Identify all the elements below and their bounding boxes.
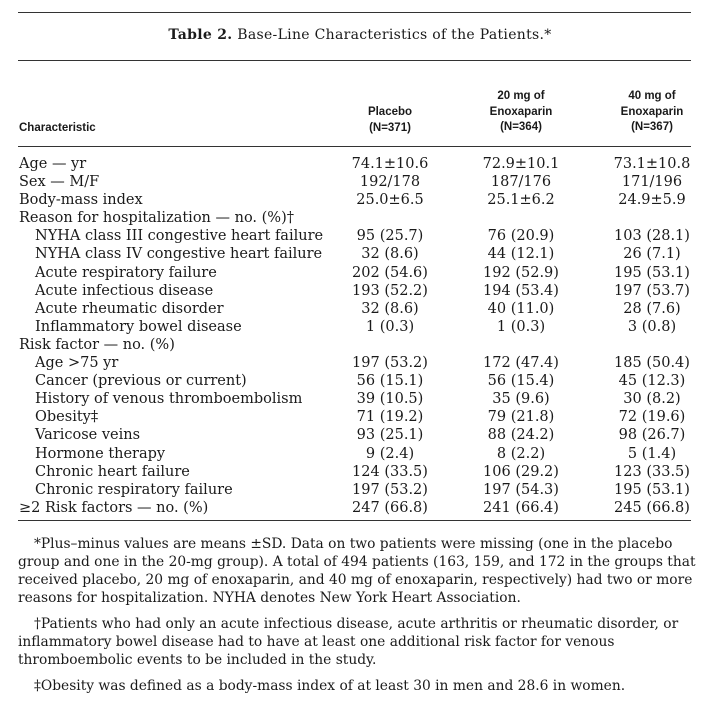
top-rule xyxy=(18,12,691,13)
column-header-line: (N=371) xyxy=(369,121,411,134)
cell-placebo: 1 (0.3) xyxy=(365,318,415,335)
cell-placebo: 202 (54.6) xyxy=(352,264,428,281)
table-body xyxy=(0,155,720,517)
cell-enoxaparin-20mg: 1 (0.3) xyxy=(496,318,546,335)
cell-enoxaparin-40mg: 26 (7.1) xyxy=(623,246,681,263)
column-header-line: (N=367) xyxy=(631,121,673,133)
cell-enoxaparin-20mg: 25.1±6.2 xyxy=(487,192,555,209)
cell-enoxaparin-40mg: 195 (53.1) xyxy=(614,481,690,498)
row-label: Cancer (previous or current) xyxy=(35,373,247,390)
table-title-text: Base-Line Characteristics of the Patients.* xyxy=(237,27,552,43)
cell-enoxaparin-40mg: 45 (12.3) xyxy=(618,373,686,390)
cell-placebo: 32 (8.6) xyxy=(361,300,419,317)
row-label: Acute respiratory failure xyxy=(35,264,217,281)
cell-enoxaparin-20mg: 197 (54.3) xyxy=(483,481,559,498)
table-row xyxy=(0,481,720,499)
row-label: NYHA class IV congestive heart failure xyxy=(35,246,323,263)
table-row xyxy=(0,354,720,372)
cell-placebo: 192/178 xyxy=(359,174,421,191)
table-row xyxy=(0,300,720,318)
cell-enoxaparin-40mg: 103 (28.1) xyxy=(614,228,690,245)
cell-enoxaparin-40mg: 185 (50.4) xyxy=(614,355,690,372)
row-label: Chronic respiratory failure xyxy=(35,481,233,498)
cell-placebo: 197 (53.2) xyxy=(352,355,428,372)
cell-enoxaparin-40mg: 73.1±10.8 xyxy=(613,156,691,172)
column-header-20mg xyxy=(461,89,581,136)
cell-enoxaparin-40mg: 30 (8.2) xyxy=(623,391,681,408)
cell-enoxaparin-20mg: 106 (29.2) xyxy=(483,463,559,480)
table-row xyxy=(0,390,720,408)
cell-enoxaparin-40mg: 197 (53.7) xyxy=(614,282,690,299)
table-row xyxy=(0,372,720,390)
cell-enoxaparin-40mg: 98 (26.7) xyxy=(618,427,686,444)
cell-placebo: 9 (2.4) xyxy=(365,445,415,462)
cell-placebo: 247 (66.8) xyxy=(352,499,428,516)
row-label: Inflammatory bowel disease xyxy=(35,318,242,335)
table-row xyxy=(0,264,720,282)
row-label: Varicose veins xyxy=(35,427,141,444)
cell-placebo: 32 (8.6) xyxy=(361,246,419,263)
cell-enoxaparin-20mg: 194 (53.4) xyxy=(483,282,559,299)
cell-enoxaparin-20mg: 76 (20.9) xyxy=(487,228,555,245)
cell-enoxaparin-20mg: 8 (2.2) xyxy=(496,445,546,462)
cell-enoxaparin-40mg: 195 (53.1) xyxy=(614,264,690,281)
cell-enoxaparin-40mg: 3 (0.8) xyxy=(627,318,677,335)
cell-enoxaparin-20mg: 44 (12.1) xyxy=(487,246,555,263)
cell-placebo: 39 (10.5) xyxy=(356,391,424,408)
column-header-40mg xyxy=(592,89,712,136)
row-label: ≥2 Risk factors — no. (%) xyxy=(19,499,209,516)
column-header-placebo xyxy=(330,105,450,136)
characteristic-header: Characteristic xyxy=(19,122,96,134)
footnote-double-dagger: ‡Obesity was defined as a body-mass index of at least 30 in men and 28.6 in women. xyxy=(34,678,626,694)
row-label: Reason for hospitalization — no. (%)† xyxy=(19,210,294,227)
table-row xyxy=(0,426,720,444)
cell-enoxaparin-20mg: 40 (11.0) xyxy=(487,300,555,317)
row-label: Age >75 yr xyxy=(35,355,119,372)
cell-enoxaparin-40mg: 24.9±5.9 xyxy=(618,192,686,209)
column-header-line: (N=364) xyxy=(500,121,542,133)
cell-placebo: 197 (53.2) xyxy=(352,481,428,498)
row-label: Acute rheumatic disorder xyxy=(35,300,224,317)
column-header-line: Enoxaparin xyxy=(620,105,684,118)
row-label: Chronic heart failure xyxy=(35,463,190,480)
cell-enoxaparin-20mg: 56 (15.4) xyxy=(487,373,555,390)
cell-placebo: 56 (15.1) xyxy=(356,373,424,390)
footnote-asterisk: *Plus–minus values are means ±SD. Data on two patients were missing (one in the placebo group and one in the 20-mg group). A total of 494 patients (163, 159, and 172 in the groups that received placebo, 20 mg of enoxaparin, and 40 mg of enoxaparin, respectively) had two or more reasons for hospitalization. NYHA denotes New York Heart Association. xyxy=(18,536,696,606)
row-label: Sex — M/F xyxy=(19,174,100,191)
footnotes xyxy=(18,535,698,703)
table-row xyxy=(0,336,720,354)
row-label: Body-mass index xyxy=(19,192,143,209)
table-row xyxy=(0,227,720,245)
table-row xyxy=(0,245,720,263)
cell-enoxaparin-20mg: 241 (66.4) xyxy=(483,499,559,516)
cell-enoxaparin-40mg: 245 (66.8) xyxy=(614,499,690,516)
row-label: History of venous thromboembolism xyxy=(35,391,303,408)
row-label: Age — yr xyxy=(19,156,87,172)
cell-enoxaparin-40mg: 171/196 xyxy=(621,174,683,191)
row-label: Obesity‡ xyxy=(35,409,99,426)
column-header-line: 40 mg of xyxy=(628,90,676,102)
cell-placebo: 95 (25.7) xyxy=(356,228,424,245)
cell-placebo: 25.0±6.5 xyxy=(356,192,424,209)
table-row xyxy=(0,191,720,209)
cell-enoxaparin-20mg: 35 (9.6) xyxy=(492,391,550,408)
footnote-dagger: †Patients who had only an acute infectious disease, acute arthritis or rheumatic disorder, or inflammatory bowel disease had to have at least one additional risk factor for venous thromboembolic events to be included in the study. xyxy=(18,616,679,668)
table-title xyxy=(0,27,720,43)
cell-enoxaparin-20mg: 79 (21.8) xyxy=(487,409,555,426)
table-row xyxy=(0,499,720,517)
cell-enoxaparin-20mg: 72.9±10.1 xyxy=(482,156,560,172)
cell-enoxaparin-20mg: 172 (47.4) xyxy=(483,355,559,372)
cell-enoxaparin-40mg: 123 (33.5) xyxy=(614,463,690,480)
cell-enoxaparin-20mg: 88 (24.2) xyxy=(487,427,555,444)
table-row xyxy=(0,173,720,191)
cell-placebo: 193 (52.2) xyxy=(352,282,428,299)
row-label: NYHA class III congestive heart failure xyxy=(35,228,324,245)
table-row xyxy=(0,209,720,227)
table-row xyxy=(0,408,720,426)
table-title-label: Table 2. xyxy=(168,27,233,43)
cell-enoxaparin-40mg: 5 (1.4) xyxy=(627,445,677,462)
cell-enoxaparin-40mg: 72 (19.6) xyxy=(618,409,686,426)
column-header-line: 20 mg of xyxy=(497,90,545,102)
table-row xyxy=(0,282,720,300)
cell-placebo: 74.1±10.6 xyxy=(351,156,429,172)
cell-enoxaparin-20mg: 192 (52.9) xyxy=(483,264,559,281)
row-label: Risk factor — no. (%) xyxy=(19,336,175,353)
table-row xyxy=(0,445,720,463)
table-row xyxy=(0,155,720,173)
cell-placebo: 124 (33.5) xyxy=(352,463,428,480)
column-header-line: Enoxaparin xyxy=(489,105,553,118)
column-header-line: Placebo xyxy=(367,106,413,118)
cell-placebo: 71 (19.2) xyxy=(356,409,424,426)
header-rule xyxy=(18,146,691,147)
cell-enoxaparin-40mg: 28 (7.6) xyxy=(623,300,681,317)
title-rule xyxy=(18,60,691,61)
row-label: Acute infectious disease xyxy=(35,282,214,299)
cell-placebo: 93 (25.1) xyxy=(356,427,424,444)
row-label: Hormone therapy xyxy=(35,445,166,462)
cell-enoxaparin-20mg: 187/176 xyxy=(490,174,552,191)
table-row xyxy=(0,463,720,481)
bottom-rule xyxy=(18,520,691,521)
table-row xyxy=(0,318,720,336)
